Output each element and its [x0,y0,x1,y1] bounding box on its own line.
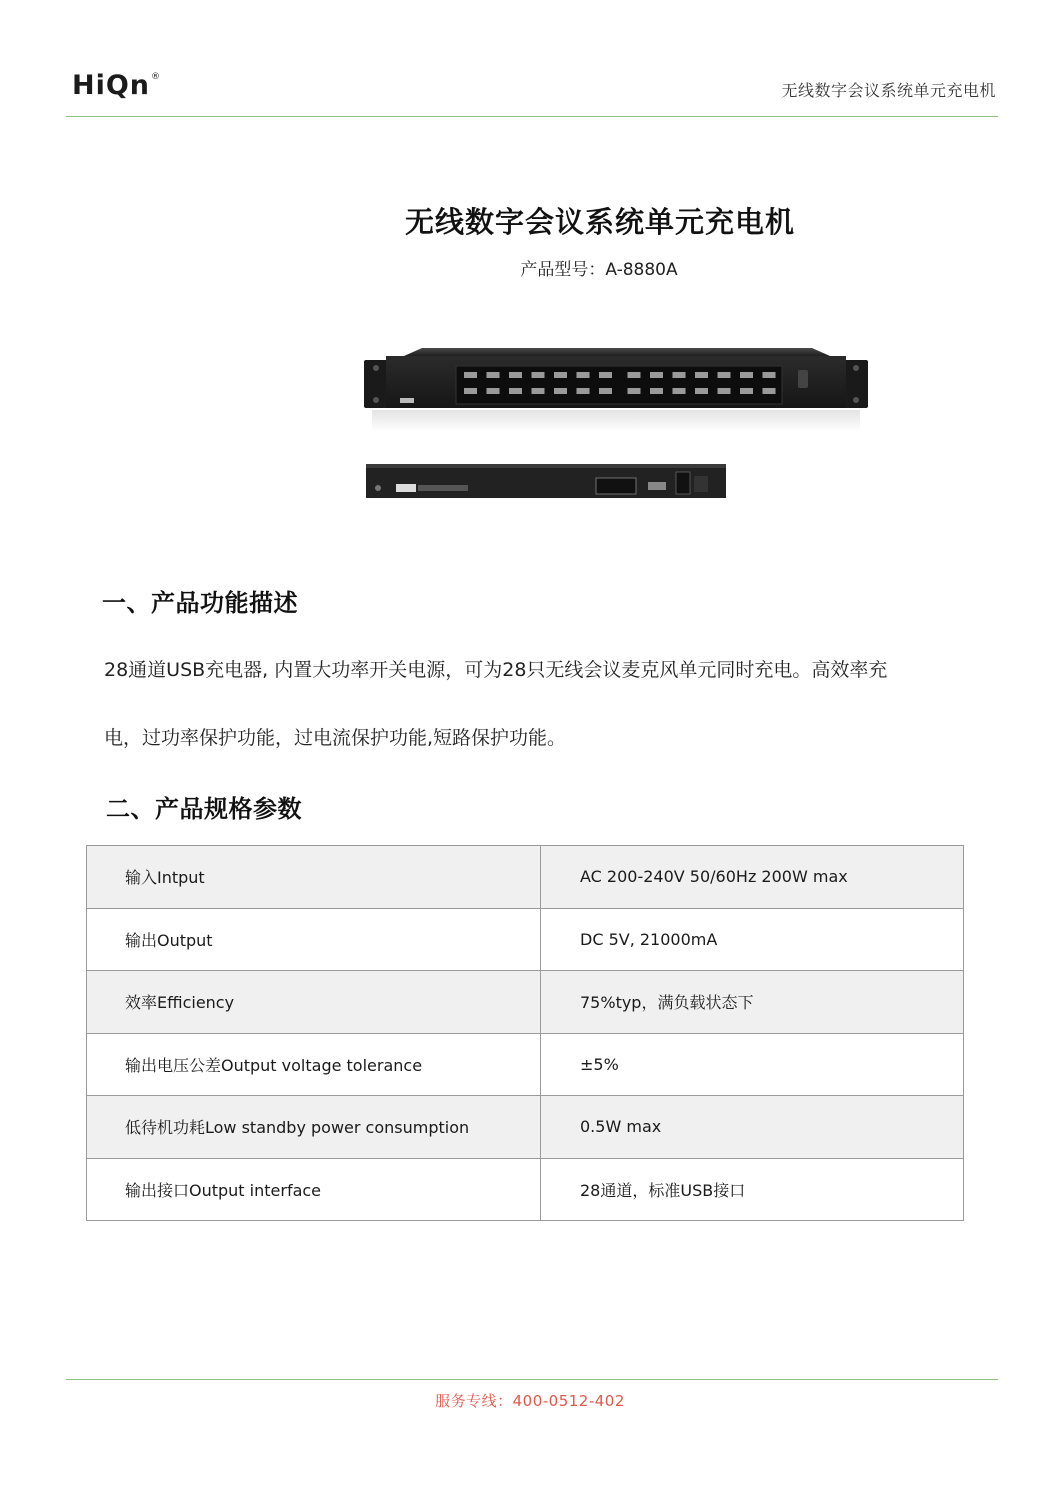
section-heading-specs: 二、产品规格参数 [106,795,302,823]
charger-front-reflection [372,410,860,432]
usb-port-icon [718,372,731,378]
section-heading-function: 一、产品功能描述 [102,589,298,617]
usb-port-icon [740,372,753,378]
function-description-line-1: 28通道USB充电器, 内置大功率开关电源，可为28只无线会议麦克风单元同时充电。高效率充 [104,659,888,681]
spec-label: 输出电压公差Output voltage tolerance [87,1033,541,1096]
spec-label: 输入Intput [87,846,541,909]
usb-port-icon [740,388,753,394]
usb-port-icon [599,372,612,378]
usb-port-icon [673,372,686,378]
usb-port-icon [650,388,663,394]
spec-value: AC 200-240V 50/60Hz 200W max [541,846,964,909]
usb-port-icon [695,388,708,394]
usb-port-icon [509,388,522,394]
usb-port-icon [673,388,686,394]
usb-port-icon [763,388,776,394]
spec-value: 28通道，标准USB接口 [541,1158,964,1221]
header-divider [66,116,998,117]
usb-port-icon [577,372,590,378]
usb-port-icon [763,372,776,378]
usb-port-icon [628,388,641,394]
usb-port-icon [628,372,641,378]
usb-port-icon [487,388,500,394]
spec-value: 0.5W max [541,1096,964,1159]
footer-divider [66,1379,998,1380]
usb-port-icon [599,388,612,394]
brand-logo: HiQn® [72,70,162,101]
table-row [87,1033,964,1096]
charger-rear-image [366,462,726,500]
function-description-line-2: 电，过功率保护功能，过电流保护功能,短路保护功能。 [104,727,567,749]
spec-label: 低待机功耗Low standby power consumption [87,1096,541,1159]
page-title: 无线数字会议系统单元充电机 [404,205,795,239]
spec-label: 输出Output [87,908,541,971]
spec-label: 输出接口Output interface [87,1158,541,1221]
usb-port-icon [554,388,567,394]
usb-port-icon [554,372,567,378]
spec-label: 效率Efficiency [87,971,541,1034]
usb-port-icon [509,372,522,378]
usb-port-icon [532,388,545,394]
table-row [87,846,964,909]
spec-value: DC 5V, 21000mA [541,908,964,971]
table-row [87,1096,964,1159]
usb-port-icon [464,372,477,378]
table-row [87,908,964,971]
usb-port-icon [487,372,500,378]
spec-table [86,845,964,1221]
spec-value: 75%typ，满负载状态下 [541,971,964,1034]
usb-port-icon [650,372,663,378]
service-hotline: 服务专线：400-0512-402 [435,1392,625,1410]
table-row [87,1158,964,1221]
header-doc-title: 无线数字会议系统单元充电机 [781,81,996,100]
charger-front-image [364,346,868,410]
usb-port-icon [532,372,545,378]
usb-port-icon [464,388,477,394]
model-number: 产品型号：A-8880A [520,260,678,280]
usb-port-icon [718,388,731,394]
usb-port-icon [577,388,590,394]
usb-port-icon [695,372,708,378]
spec-value: ±5% [541,1033,964,1096]
table-row [87,971,964,1034]
